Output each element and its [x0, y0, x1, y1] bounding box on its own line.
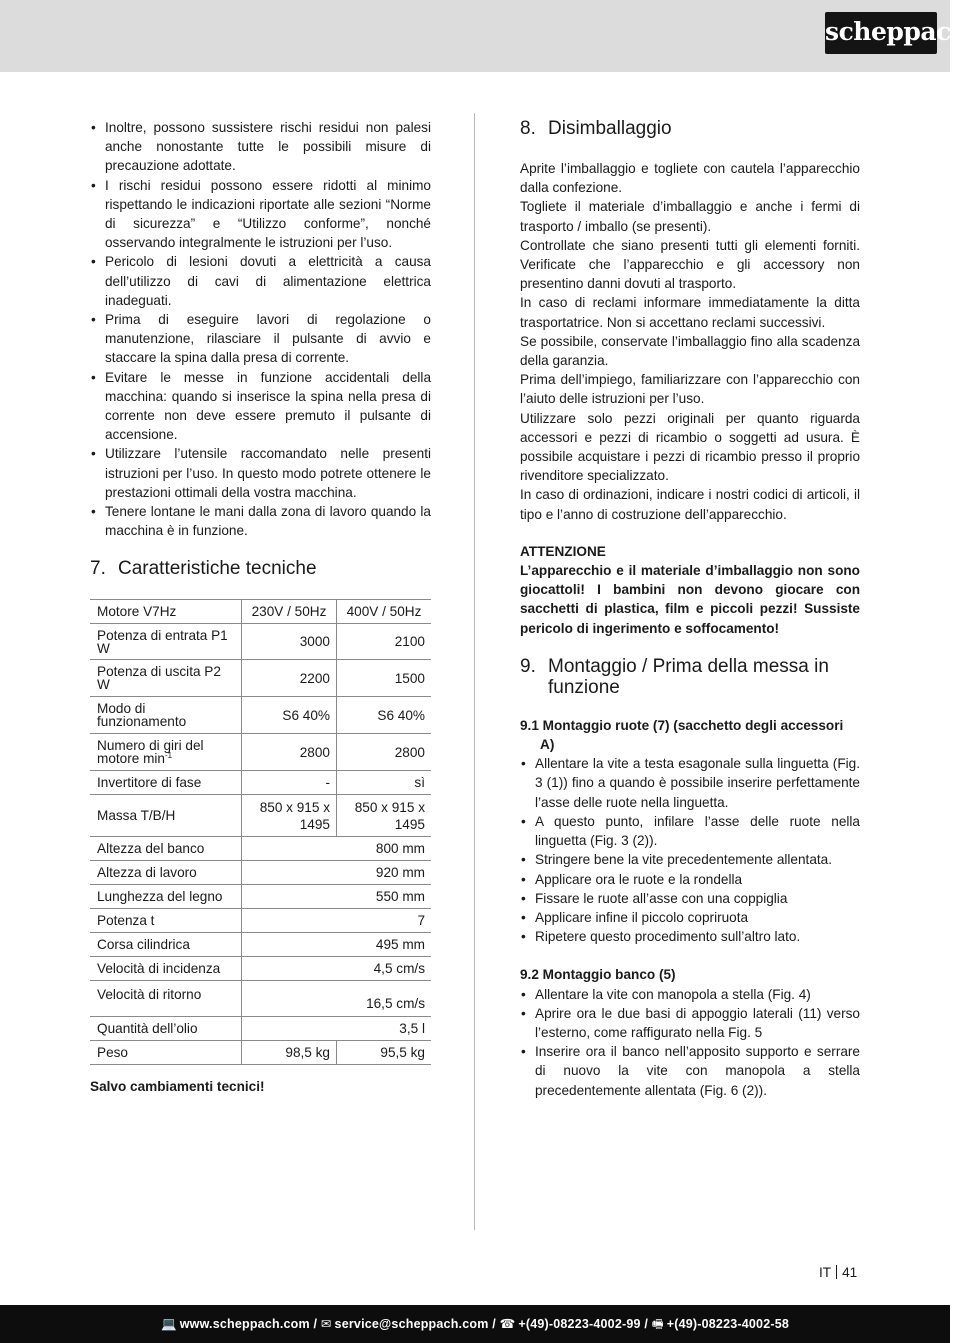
table-cell: 98,5 kg: [242, 1041, 337, 1065]
page-number: [819, 1265, 857, 1280]
left-column: [90, 118, 431, 1097]
page-language: IT: [819, 1265, 832, 1280]
safety-bullet-list: [90, 118, 431, 540]
technical-changes-note: Salvo cambiamenti tecnici!: [90, 1079, 265, 1095]
table-cell: 400V / 50Hz: [337, 600, 432, 624]
footer-fax: +(49)-08223-4002-58: [666, 1317, 790, 1331]
list-item: • Utilizzare l’utensile raccomandato nelle presenti istruzioni per l’uso. In questo modo potrete ottenere le prestazioni ottimali della vostra macchina.: [90, 444, 431, 502]
footer-separator: /: [492, 1317, 496, 1331]
table-row: [90, 885, 431, 909]
table-cell: 2200: [242, 660, 337, 697]
table-cell: 850 x 915 x 1495: [337, 795, 432, 837]
fax-icon: 🖷: [651, 1317, 664, 1331]
table-cell: 2800: [337, 734, 432, 771]
table-cell: 7: [242, 909, 432, 933]
section-number: 9.: [520, 655, 536, 677]
table-cell: Invertitore di fase: [90, 771, 242, 795]
list-item: • A questo punto, infilare l’asse delle ruote nella linguetta (Fig. 3 (2)).: [520, 812, 860, 850]
table-cell: 2100: [337, 624, 432, 660]
table-row: [90, 981, 431, 1017]
table-row: [90, 837, 431, 861]
list-item: • Applicare infine il piccolo copriruota: [520, 908, 860, 927]
table-cell: 800 mm: [242, 837, 432, 861]
page-number-divider: [836, 1265, 837, 1279]
list-item: • Inoltre, possono sussistere rischi residui non palesi anche nonostante tutte le possibili misure di precauzione adottate.: [90, 118, 431, 176]
superscript: -1: [165, 751, 173, 761]
table-cell: Massa T/B/H: [90, 795, 242, 837]
table-cell: Modo di funzionamento: [90, 697, 242, 734]
envelope-icon: ✉: [320, 1317, 332, 1331]
technical-data-table: [90, 599, 431, 1065]
table-cell: 16,5 cm/s: [242, 981, 432, 1017]
page-number-value: 41: [842, 1265, 858, 1280]
table-row: [90, 957, 431, 981]
table-row: [90, 1041, 431, 1065]
footer-website[interactable]: www.scheppach.com: [179, 1317, 310, 1331]
table-cell: S6 40%: [337, 697, 432, 734]
section-7-heading: [90, 558, 431, 579]
table-cell: 230V / 50Hz: [242, 600, 337, 624]
table-cell: Peso: [90, 1041, 242, 1065]
table-cell: 2800: [242, 734, 337, 771]
table-row: [90, 909, 431, 933]
table-row: [90, 660, 431, 697]
table-cell: 1500: [337, 660, 432, 697]
list-item: • Inserire ora il banco nell’apposito supporto e serrare di nuovo la vite con manopola a stella precedentemente allentata (Fig. 6 (2)).: [520, 1042, 860, 1100]
list-item: • Pericolo di lesioni dovuti a elettricità a causa dell’utilizzo di cavi di alimentazione elettrica inadeguati.: [90, 252, 431, 310]
list-item: • Allentare la vite con manopola a stella (Fig. 4): [520, 985, 860, 1004]
table-cell: Altezza di lavoro: [90, 861, 242, 885]
table-cell: Motore V7Hz: [90, 600, 242, 624]
section-number: 8.: [520, 118, 536, 139]
footer-separator: /: [313, 1317, 318, 1331]
column-divider: [474, 113, 475, 1230]
warning-title: ATTENZIONE: [520, 543, 606, 559]
subsection-9-2-title: 9.2 Montaggio banco (5): [520, 967, 676, 983]
table-row: [90, 795, 431, 837]
table-cell: Potenza di entrata P1 W: [90, 624, 242, 660]
table-row: [90, 933, 431, 957]
subsection-9-1-title: 9.1 Montaggio ruote (7) (sacchetto degli accessori A): [520, 717, 844, 753]
list-item: • Tenere lontane le mani dalla zona di lavoro quando la macchina è in funzione.: [90, 502, 431, 540]
table-cell: -: [242, 771, 337, 795]
table-cell: 920 mm: [242, 861, 432, 885]
list-item: • Stringere bene la vite precedentemente allentata.: [520, 850, 860, 869]
footer-email[interactable]: service@scheppach.com: [334, 1317, 489, 1331]
section-number: 7.: [90, 558, 106, 580]
table-cell: S6 40%: [242, 697, 337, 734]
list-item: • Aprire ora le due basi di appoggio laterali (11) verso l’esterno, come raffigurato nella Fig. 5: [520, 1004, 860, 1042]
section-title: Caratteristiche tecniche: [118, 558, 317, 580]
table-cell: Corsa cilindrica: [90, 933, 242, 957]
footer-separator: /: [644, 1317, 649, 1331]
table-cell: 4,5 cm/s: [242, 957, 432, 981]
table-row: [90, 1017, 431, 1041]
header-band: [0, 0, 950, 72]
list-item: • Ripetere questo procedimento sull’altro lato.: [520, 927, 860, 946]
table-cell: Altezza del banco: [90, 837, 242, 861]
table-cell: Velocità di ritorno: [90, 981, 242, 1017]
table-row: [90, 771, 431, 795]
section-9-heading: [520, 656, 860, 698]
table-cell: 3000: [242, 624, 337, 660]
table-cell: 550 mm: [242, 885, 432, 909]
contact-footer: [0, 1305, 950, 1343]
table-row: [90, 697, 431, 734]
table-cell: 495 mm: [242, 933, 432, 957]
list-item: • Prima di eseguire lavori di regolazione o manutenzione, rilasciare il pulsante di avvio e staccare la spina dalla presa di corrente.: [90, 310, 431, 368]
table-header-row: [90, 600, 431, 624]
scheppach-logo: scheppach: [825, 12, 937, 54]
table-cell: 3,5 l: [242, 1017, 432, 1041]
table-cell: 95,5 kg: [337, 1041, 432, 1065]
list-item: • I rischi residui possono essere ridotti al minimo rispettando le indicazioni riportate alle sezioni “Norme di sicurezza” e “Utilizzo conforme”, nonché osservando integralmente le istruzioni per l’uso.: [90, 176, 431, 253]
list-item: • Allentare la vite a testa esagonale sulla linguetta (Fig. 3 (1)) fino a quando è possibile inserire perfettamente l’asse delle ruote nella linguetta.: [520, 754, 860, 812]
section-title: Disimballaggio: [548, 118, 672, 139]
table-row: [90, 624, 431, 660]
footer-phone: +(49)-08223-4002-99: [518, 1317, 641, 1331]
list-item: • Evitare le messe in funzione accidentali della macchina: quando si inserisce la spina nella presa di corrente non deve essere premuto il pulsante di accensione.: [90, 368, 431, 445]
warning-text: L’apparecchio e il materiale d’imballaggio non sono giocattoli! I bambini non devono giocare con sacchetti di plastica, film e piccoli pezzi! Sussiste pericolo di ingerimento e soffocamento!: [520, 563, 860, 636]
table-cell: [90, 734, 242, 771]
computer-icon: 💻: [160, 1317, 177, 1331]
table-cell: Quantità dell’olio: [90, 1017, 242, 1041]
list-item: • Applicare ora le ruote e la rondella: [520, 870, 860, 889]
table-row: [90, 861, 431, 885]
unpacking-text: Aprite l’imballaggio e togliete con cautela l’apparecchio dalla confezione. Togliete il materiale d’imballaggio e anche i fermi di trasporto / imballo (se presenti). Controllate che siano presenti tutti gli elementi forniti. Verificate che l’apparecchio e gli accessory non presentino danni dovuti al trasporto. In caso di reclami informare immediatamente la ditta trasportatrice. Non si accettano reclami successivi. Se possibile, conservate l’imballaggio fino alla scadenza della garanzia. Prima dell’impiego, familiarizzare con l’apparecchio con l’aiuto delle istruzioni per l’uso. Utilizzare solo pezzi originali per quanto riguarda accessori e pezzi di ricambio o soggetti ad usura. È possibile acquistare i pezzi di ricambio presso il proprio rivenditore specializzato. In caso di ordinazioni, indicare i nostri codici di articoli, il tipo e l’anno di costruzione dell’apparecchio.: [520, 161, 860, 522]
table-cell: Potenza di uscita P2 W: [90, 660, 242, 697]
section-title: Montaggio / Prima della messa in funzione: [548, 655, 829, 698]
section-8-heading: [520, 118, 860, 139]
bench-assembly-steps: [520, 985, 860, 1100]
table-cell: Velocità di incidenza: [90, 957, 242, 981]
table-cell: 850 x 915 x 1495: [242, 795, 337, 837]
table-row: [90, 734, 431, 771]
list-item: • Fissare le ruote all’asse con una coppiglia: [520, 889, 860, 908]
table-cell: Potenza t: [90, 909, 242, 933]
wheel-assembly-steps: [520, 754, 860, 946]
phone-icon: ☎: [499, 1317, 516, 1331]
table-cell: Lunghezza del legno: [90, 885, 242, 909]
cell-label: Numero di giri del motore min: [97, 738, 204, 767]
table-cell: sì: [337, 771, 432, 795]
right-column: [520, 118, 860, 1100]
